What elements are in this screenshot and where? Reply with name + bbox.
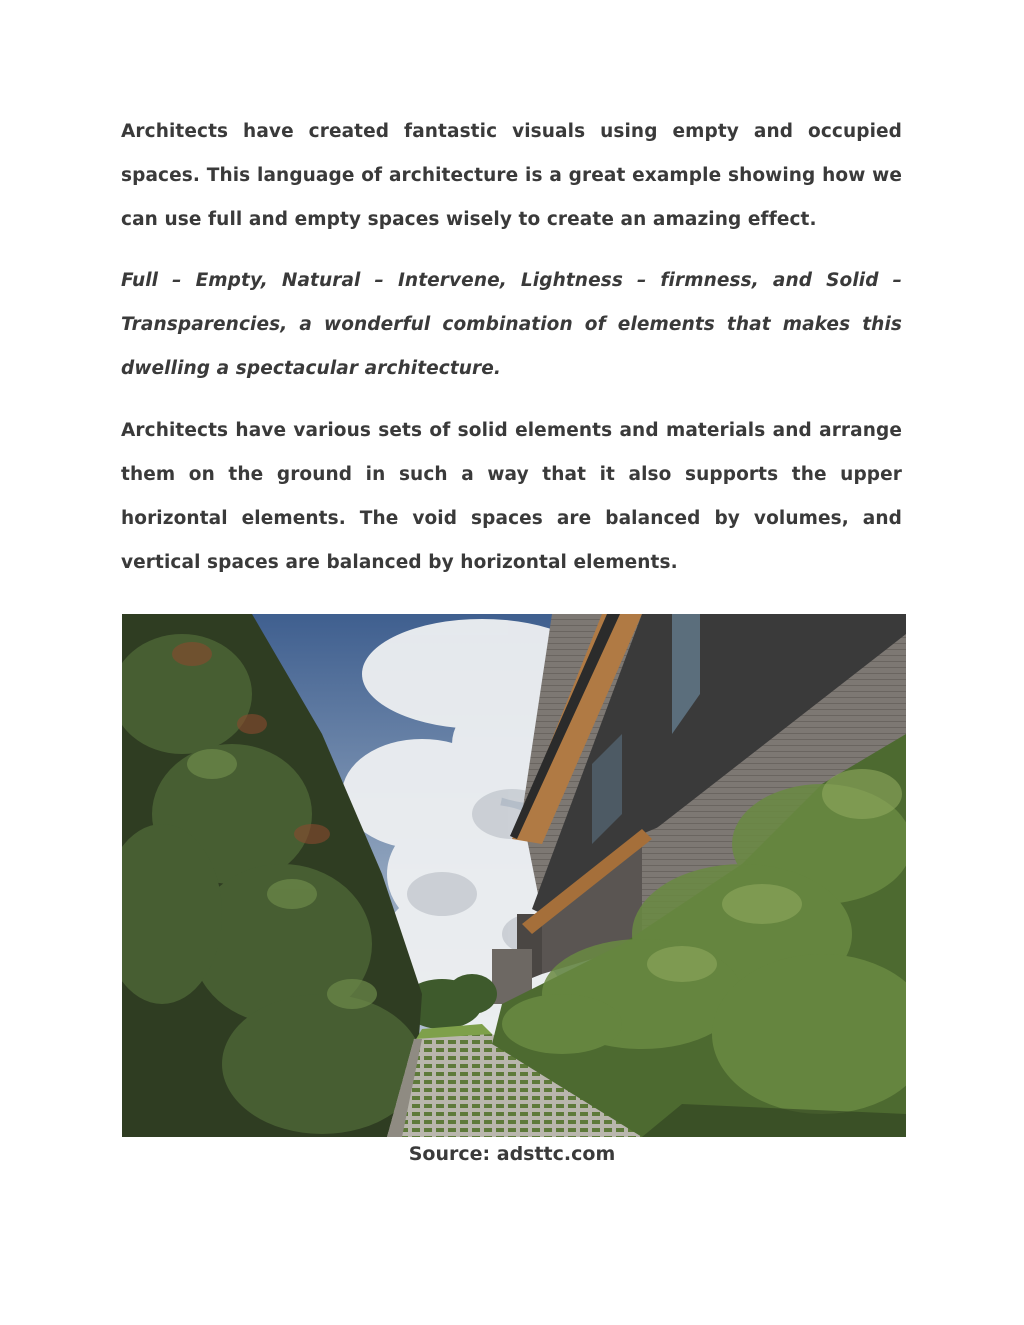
architecture-photo [122,614,906,1137]
figure-caption: Source: adsttc.com [408,1143,616,1165]
paragraph-intro: Architects have created fantastic visuals using empty and occupied spaces. This language of architecture is a great example showing how we can use full and empty spaces wisely to create an amazing effect. [121,121,902,230]
paragraph-solid-elements: Architects have various sets of solid elements and materials and arrange them on the ground in such a way that it also supports the upper horizontal elements. The void spaces are balanced by volumes, and vertical spaces are balanced by horizontal elements. [121,420,902,573]
architecture-photo-illustration [122,614,906,1137]
paragraph-italic-emphasis: Full – Empty, Natural – Intervene, Lightness – firmness, and Solid – Transparencies, a wonderful combination of elements that makes this dwelling a spectacular architecture. [121,270,902,379]
